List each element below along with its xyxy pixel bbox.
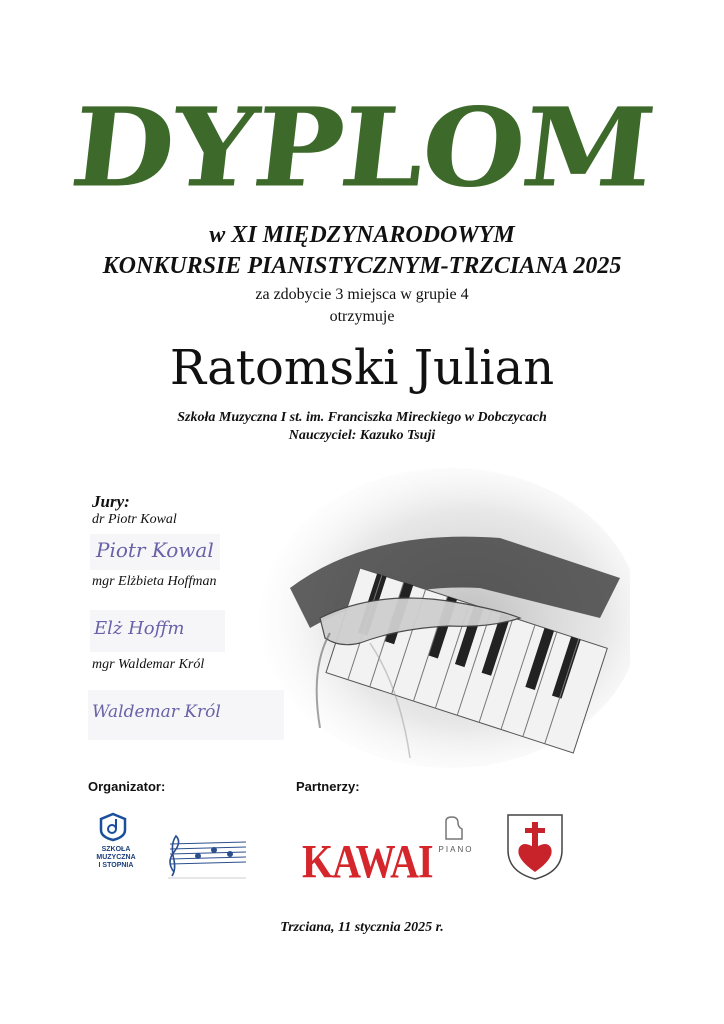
recipient-name: Ratomski Julian (169, 340, 555, 396)
signature-1 (90, 534, 220, 570)
piano-illustration (250, 468, 630, 768)
piano-logo-text: PIANO (438, 845, 474, 854)
jury-member-1: dr Piotr Kowal (92, 512, 177, 527)
diploma-title: DYPLOM (64, 83, 660, 212)
footer-date: Trzciana, 11 stycznia 2025 r. (280, 920, 444, 935)
signature-2 (90, 610, 225, 652)
school-logo-line-2: MUZYCZNA (96, 854, 136, 861)
jury-member-3: mgr Waldemar Król (92, 657, 205, 672)
school-logo-line-1: SZKOŁA (101, 846, 131, 853)
coat-of-arms-icon (505, 812, 565, 882)
piano-centrum-logo (432, 815, 480, 877)
teacher-line: Nauczyciel: Kazuko Tsuji (288, 428, 436, 443)
award-line: za zdobycie 3 miejsca w grupie 4 (255, 286, 469, 303)
signature-3 (88, 690, 284, 740)
receives-line: otrzymuje (329, 308, 395, 325)
music-society-logo (162, 832, 248, 882)
signature-1-text: Piotr Kowal (96, 538, 214, 562)
jury-label: Jury: (92, 492, 130, 511)
organizer-label: Organizator: (88, 779, 166, 794)
school-logo-line-3: I STOPNIA (98, 862, 134, 869)
school-line: Szkoła Muzyczna I st. im. Franciszka Mireckiego w Dobczycach (177, 410, 547, 425)
heading-line-2: KONKURSIE PIANISTYCZNYM-TRZCIANA 2025 (102, 253, 622, 279)
jury-member-2: mgr Elżbieta Hoffman (92, 574, 217, 589)
signature-2-text: Elż Hoffm (94, 618, 185, 639)
signature-3-text: Waldemar Król (92, 702, 221, 722)
heading-line-1: w XI MIĘDZYNARODOWYM (209, 222, 515, 248)
kawai-logo: KAWAI (302, 834, 433, 889)
piano-outline-icon (442, 815, 466, 841)
partners-label: Partnerzy: (296, 779, 360, 794)
school-logo (88, 812, 144, 888)
school-shield-icon (98, 812, 128, 842)
